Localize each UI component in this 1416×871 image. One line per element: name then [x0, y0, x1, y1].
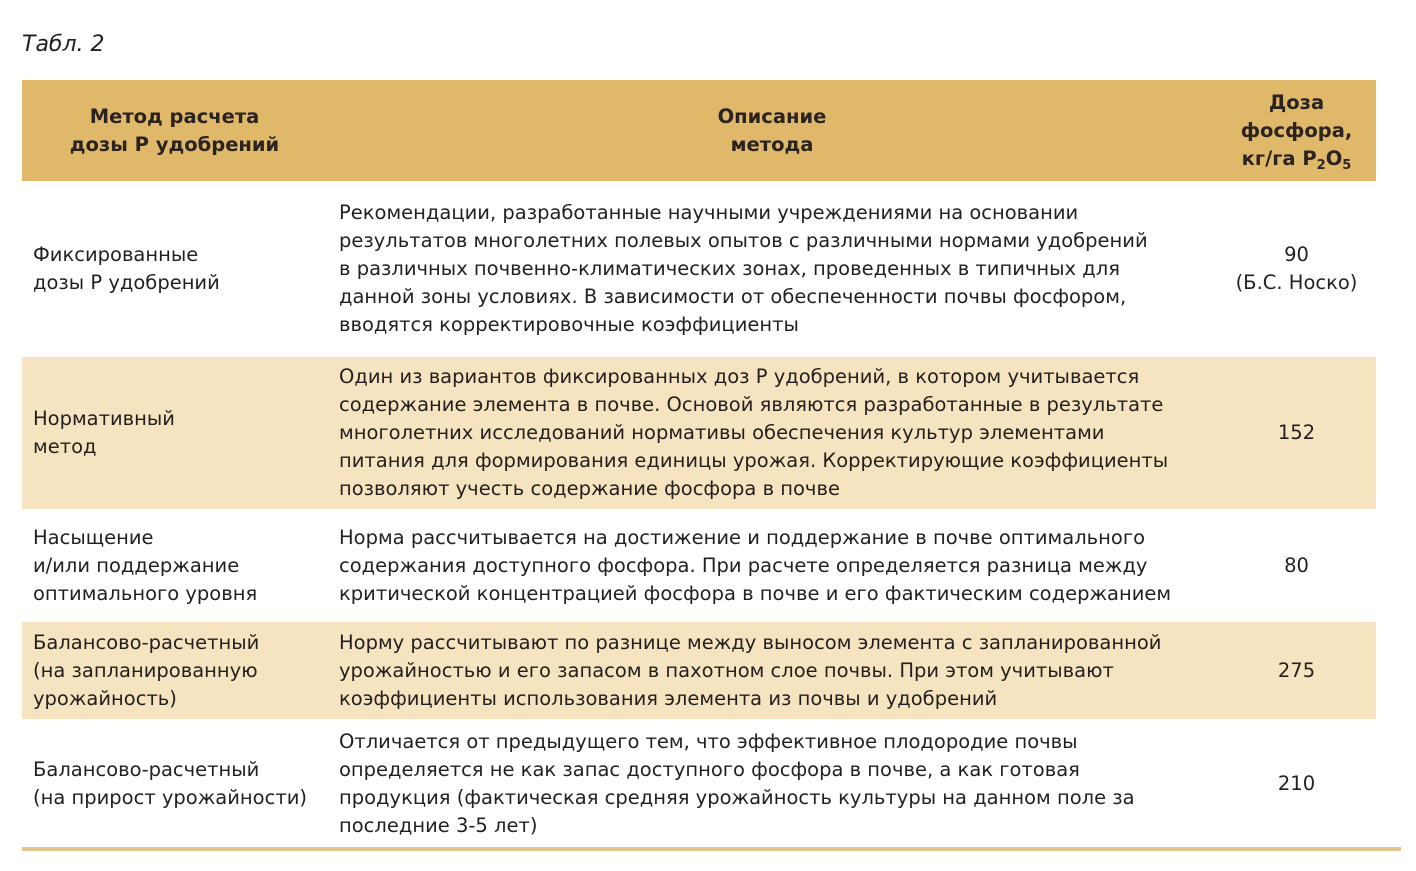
table-header-row	[22, 80, 1376, 181]
method-line: (на прирост урожайности)	[33, 786, 307, 809]
description-cell	[327, 719, 1217, 849]
table-row	[22, 181, 1376, 357]
description-line: Рекомендации, разработанные научными учреждениями на основании	[339, 201, 1079, 224]
table-row	[22, 357, 1376, 509]
dose-unit-oxygen: O	[1325, 146, 1343, 170]
description-line: Один из вариантов фиксированных доз Р удобрений, в котором учитывается	[339, 365, 1140, 388]
dose-value: 152	[1277, 421, 1316, 444]
method-line: метод	[33, 435, 97, 458]
method-line: Балансово-расчетный	[33, 630, 260, 654]
dose-value: 90	[1284, 243, 1309, 266]
description-line: Норму рассчитывают по разнице между выносом элемента с запланированной	[339, 630, 1162, 654]
description-line: питания для формирования единицы урожая. Корректирующие коэффициенты	[339, 449, 1169, 472]
method-cell	[22, 509, 327, 622]
description-line: коэффициенты использования элемента из почвы и удобрений	[339, 686, 998, 710]
description-line: вводятся корректировочные коэффициенты	[339, 313, 799, 336]
description-cell	[327, 622, 1217, 719]
header-method-line: дозы Р удобрений	[69, 132, 280, 156]
bottom-rule	[22, 847, 1401, 851]
dose-cell	[1217, 719, 1376, 849]
description-line: определяется не как запас доступного фосфора в почве, а как готовая	[339, 758, 1080, 781]
table-caption: Табл. 2	[22, 32, 105, 57]
method-line: оптимального уровня	[33, 581, 258, 605]
header-dose-line: Доза фосфора,	[1240, 90, 1353, 142]
method-line: Балансово-расчетный	[33, 758, 260, 781]
dose-cell	[1217, 622, 1376, 719]
phosphorus-methods-table	[22, 80, 1376, 849]
description-line: содержания доступного фосфора. При расчете определяется разница между	[339, 553, 1148, 577]
description-line: содержание элемента в почве. Основой являются разработанные в результате	[339, 393, 1164, 416]
description-line: Отличается от предыдущего тем, что эффективное плодородие почвы	[339, 730, 1078, 753]
method-line: Насыщение	[33, 525, 154, 549]
method-cell	[22, 357, 327, 509]
method-cell	[22, 622, 327, 719]
header-dose-unit	[1223, 145, 1370, 173]
dose-value: 80	[1284, 553, 1309, 577]
table-row	[22, 719, 1376, 849]
description-line: урожайностью и его запасом в пахотном слое почвы. При этом учитывают	[339, 658, 1114, 682]
method-line: и/или поддержание	[33, 553, 240, 577]
table-row	[22, 622, 1376, 719]
dose-unit-text: кг/га P	[1241, 146, 1317, 170]
dose-value: 275	[1277, 658, 1316, 682]
header-dose	[1217, 80, 1376, 181]
header-method	[22, 80, 327, 181]
description-cell	[327, 509, 1217, 622]
dose-cell	[1217, 181, 1376, 357]
description-line: последние 3-5 лет)	[339, 814, 538, 837]
method-line: урожайность)	[33, 686, 177, 710]
method-cell	[22, 181, 327, 357]
description-line: Норма рассчитывается на достижение и поддержание в почве оптимального	[339, 525, 1146, 549]
header-description-line: метода	[730, 132, 814, 156]
dose-cell	[1217, 509, 1376, 622]
header-method-line: Метод расчета	[89, 104, 260, 128]
method-cell	[22, 719, 327, 849]
description-line: многолетних исследований нормативы обеспечения культур элементами	[339, 421, 1105, 444]
method-line: Фиксированные	[33, 243, 199, 266]
description-line: данной зоны условиях. В зависимости от обеспеченности почвы фосфором,	[339, 285, 1127, 308]
dose-unit-sub1: 2	[1316, 157, 1326, 173]
table-row	[22, 509, 1376, 622]
method-line: Нормативный	[33, 407, 175, 430]
method-line: дозы Р удобрений	[33, 271, 220, 294]
description-line: результатов многолетних полевых опытов с различными нормами удобрений	[339, 229, 1148, 252]
header-description-line: Описание	[717, 104, 827, 128]
description-cell	[327, 357, 1217, 509]
description-line: продукция (фактическая средняя урожайность культуры на данном поле за	[339, 786, 1135, 809]
dose-unit-sub2: 5	[1342, 157, 1352, 173]
description-cell	[327, 181, 1217, 357]
dose-cell	[1217, 357, 1376, 509]
dose-source: (Б.С. Носко)	[1235, 271, 1358, 294]
dose-value: 210	[1277, 772, 1316, 795]
description-line: позволяют учесть содержание фосфора в почве	[339, 477, 840, 500]
header-description	[327, 80, 1217, 181]
description-line: критической концентрацией фосфора в почве и его фактическим содержанием	[339, 581, 1172, 605]
description-line: в различных почвенно-климатических зонах, проведенных в типичных для	[339, 257, 1120, 280]
method-line: (на запланированную	[33, 658, 258, 682]
